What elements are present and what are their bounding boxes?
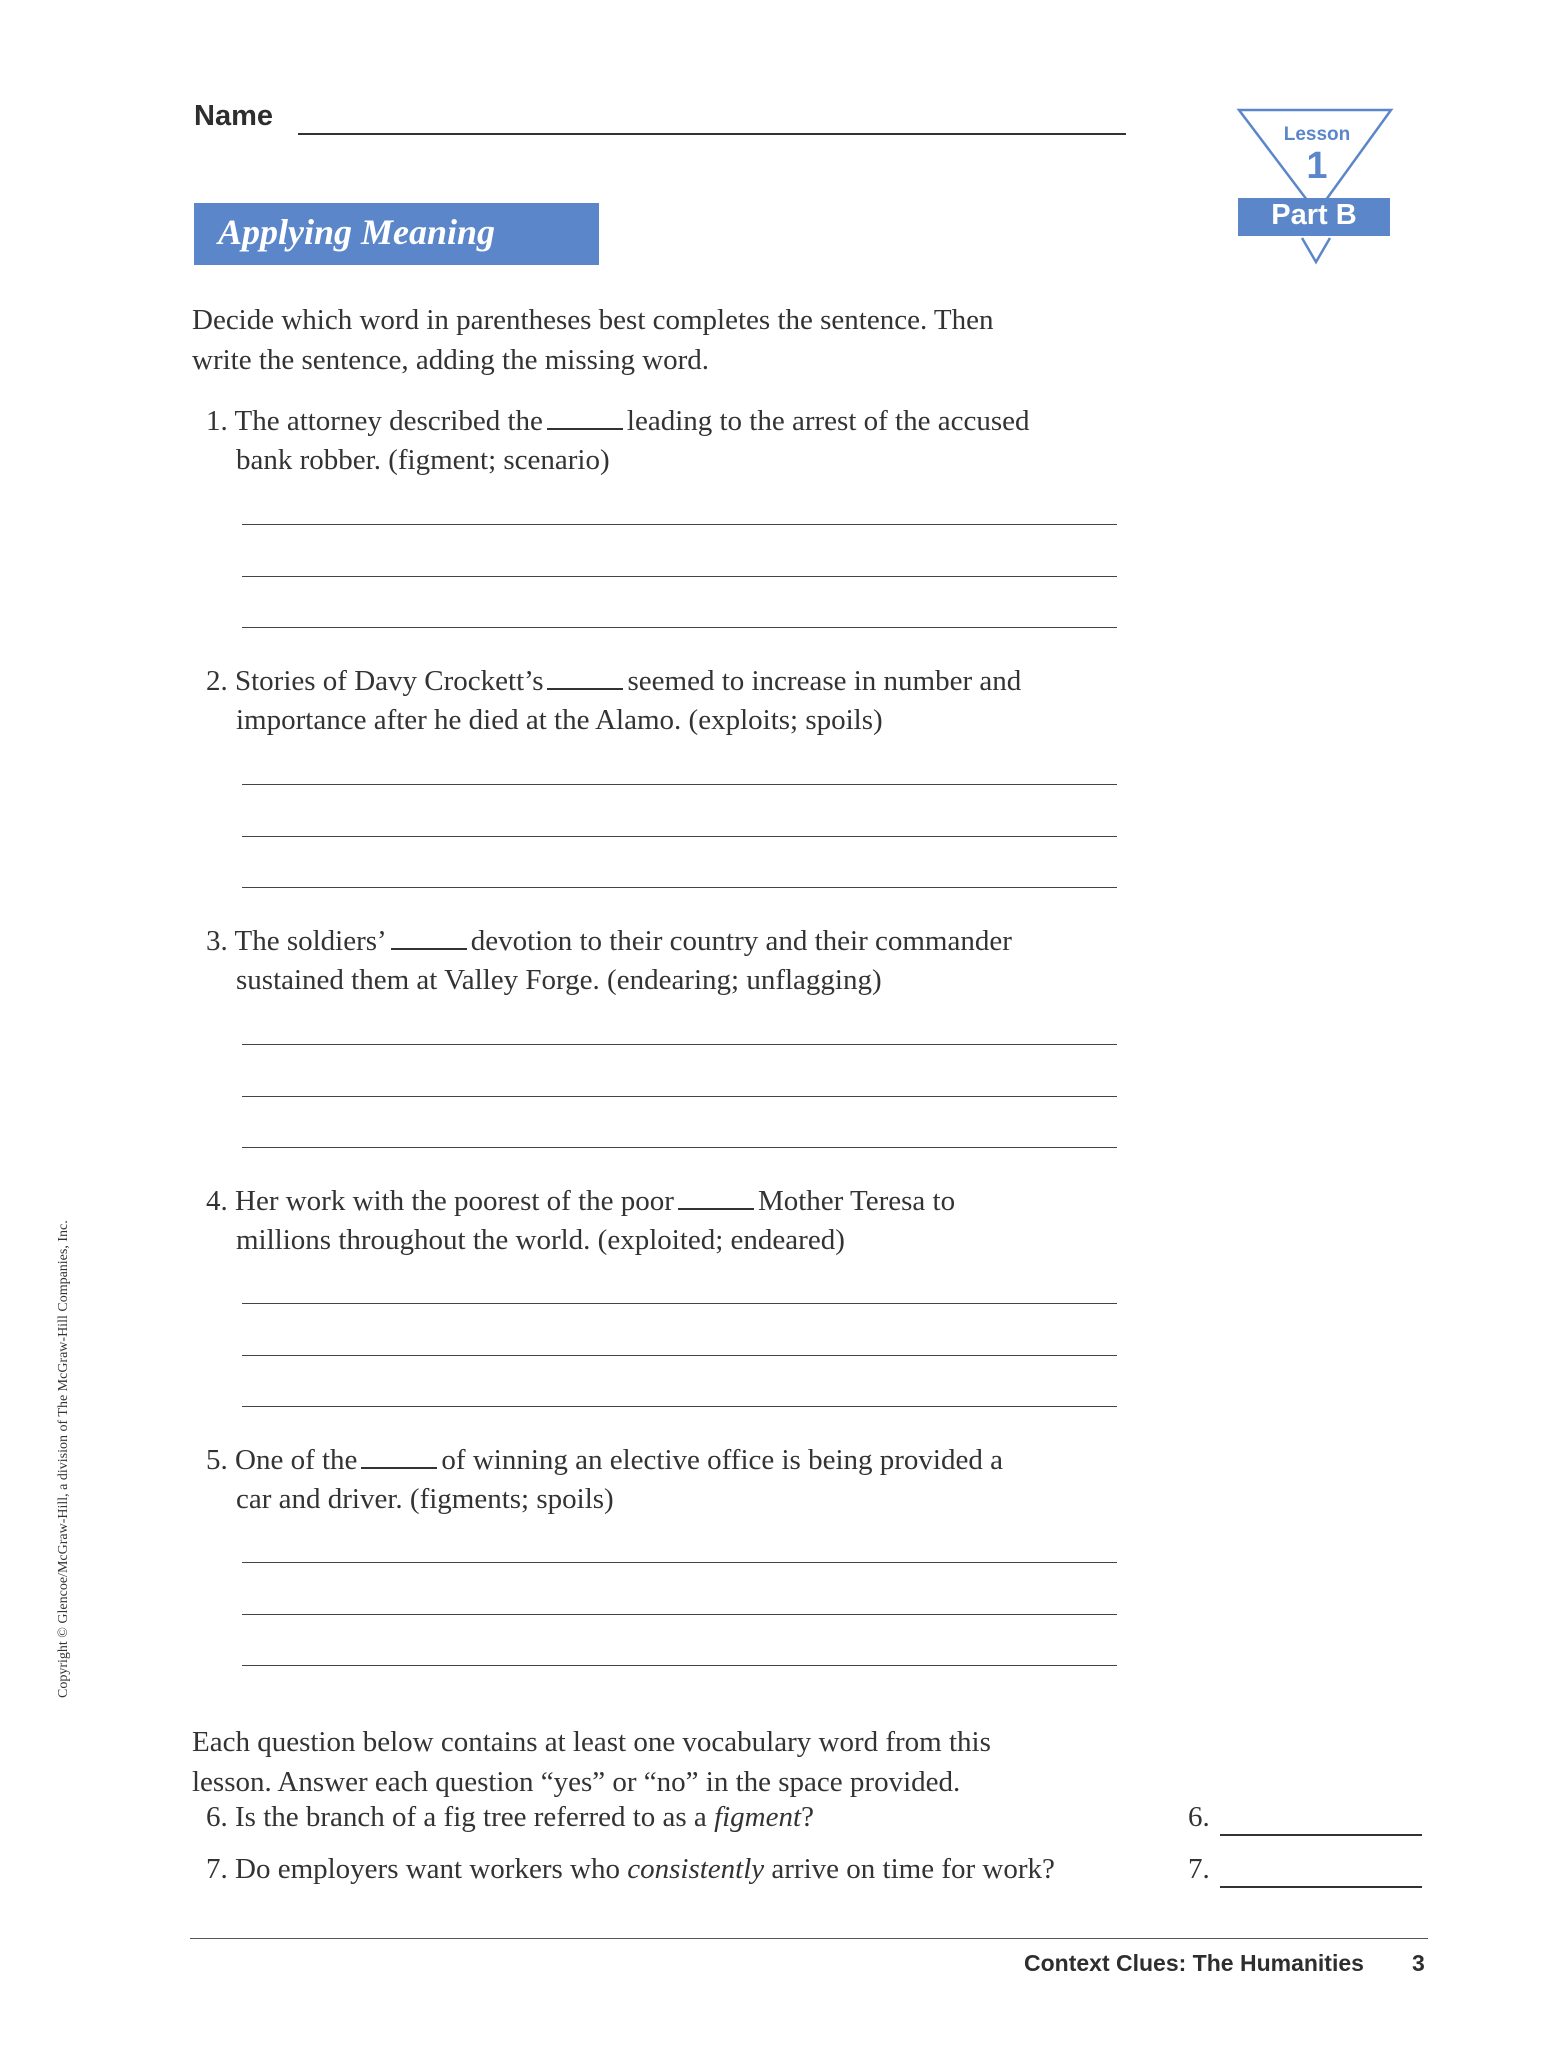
copyright-notice: Copyright © Glencoe/McGraw-Hill, a division of The McGraw-Hill Companies, Inc. [56,1220,71,1698]
badge-lesson-number: 1 [1306,145,1328,187]
question-number: 2. [206,665,228,697]
instructions-1 [192,300,1112,380]
instructions-2 [192,1722,1112,1802]
question-text-line-2: car and driver. (figments; spoils) [236,1483,614,1515]
question-6 [206,1797,814,1837]
name-field-line[interactable] [298,133,1126,135]
answer-writing-line[interactable] [242,887,1117,888]
question-4 [206,1182,1136,1260]
answer-writing-line[interactable] [242,576,1117,577]
answer-writing-line[interactable] [242,1044,1117,1045]
footer-title: Context Clues: The Humanities [1024,1950,1364,1976]
question-text-before: The soldiers’ [234,925,387,957]
fill-in-blank [547,406,623,430]
question-text-before: One of the [235,1444,358,1476]
question-text-before: Stories of Davy Crockett’s [235,665,544,697]
question-text-before: Her work with the poorest of the poor [235,1185,674,1217]
question-2 [206,662,1136,740]
question-number: 5. [206,1444,228,1476]
question-text-after: of winning an elective office is being provided a [441,1444,1003,1476]
question-number: 1. [206,405,228,437]
answer-writing-line[interactable] [242,1355,1117,1356]
fill-in-blank [391,926,467,950]
question-text-after: leading to the arrest of the accused [626,405,1030,437]
fill-in-blank [547,666,623,690]
question-text-after: Mother Teresa to [757,1185,956,1217]
answer-writing-line[interactable] [242,1406,1117,1407]
instructions-2-line-1: Each question below contains at least one vocabulary word from this [192,1726,991,1758]
badge-part [1238,198,1390,236]
footer-divider [190,1938,1428,1939]
instructions-2-line-2: lesson. Answer each question “yes” or “no” in the space provided. [192,1766,961,1798]
answer-writing-line[interactable] [242,1562,1117,1563]
badge-part-label: Part B [1271,199,1357,231]
answer-7-label: 7. [1188,1853,1210,1885]
badge-lesson-label: Lesson [1283,124,1351,145]
question-number: 4. [206,1185,228,1217]
answer-writing-line[interactable] [242,627,1117,628]
question-text-line-2: importance after he died at the Alamo. (exploits; spoils) [236,704,883,736]
instructions-1-line-1: Decide which word in parentheses best completes the sentence. Then [192,304,994,336]
answer-6-field[interactable] [1220,1834,1422,1836]
name-label: Name [194,100,273,132]
answer-writing-line[interactable] [242,1147,1117,1148]
answer-writing-line[interactable] [242,1665,1117,1666]
question-3 [206,922,1136,1000]
question-5 [206,1441,1136,1519]
question-text-before: The attorney described the [234,405,543,437]
answer-6-label: 6. [1188,1801,1210,1833]
question-number: 6. [206,1801,228,1833]
question-text-line-2: bank robber. (figment; scenario) [236,444,610,476]
question-text-after: seemed to increase in number and [627,665,1022,697]
question-number: 7. [206,1853,228,1885]
answer-writing-line[interactable] [242,1614,1117,1615]
answer-writing-line[interactable] [242,1096,1117,1097]
question-number: 3. [206,925,228,957]
section-banner [194,203,599,265]
question-text-before: Do employers want workers who [235,1853,620,1885]
question-text-line-2: millions throughout the world. (exploited; endeared) [236,1224,845,1256]
vocabulary-word: consistently [627,1853,765,1885]
answer-writing-line[interactable] [242,784,1117,785]
vocabulary-word: figment [714,1801,802,1833]
fill-in-blank [678,1186,754,1210]
fill-in-blank [361,1445,437,1469]
page-number: 3 [1412,1950,1425,1976]
question-text-before: Is the branch of a fig tree referred to as a [235,1801,707,1833]
question-text-line-2: sustained them at Valley Forge. (endearing; unflagging) [236,964,882,996]
answer-writing-line[interactable] [242,1303,1117,1304]
question-1 [206,402,1136,480]
question-text-after: arrive on time for work? [771,1853,1055,1885]
answer-7-field[interactable] [1220,1886,1422,1888]
answer-writing-line[interactable] [242,524,1117,525]
section-title: Applying Meaning [218,212,496,252]
question-text-after: devotion to their country and their commander [470,925,1012,957]
question-7 [206,1849,1055,1889]
answer-writing-line[interactable] [242,836,1117,837]
instructions-1-line-2: write the sentence, adding the missing word. [192,344,710,376]
question-text-after: ? [801,1801,814,1833]
